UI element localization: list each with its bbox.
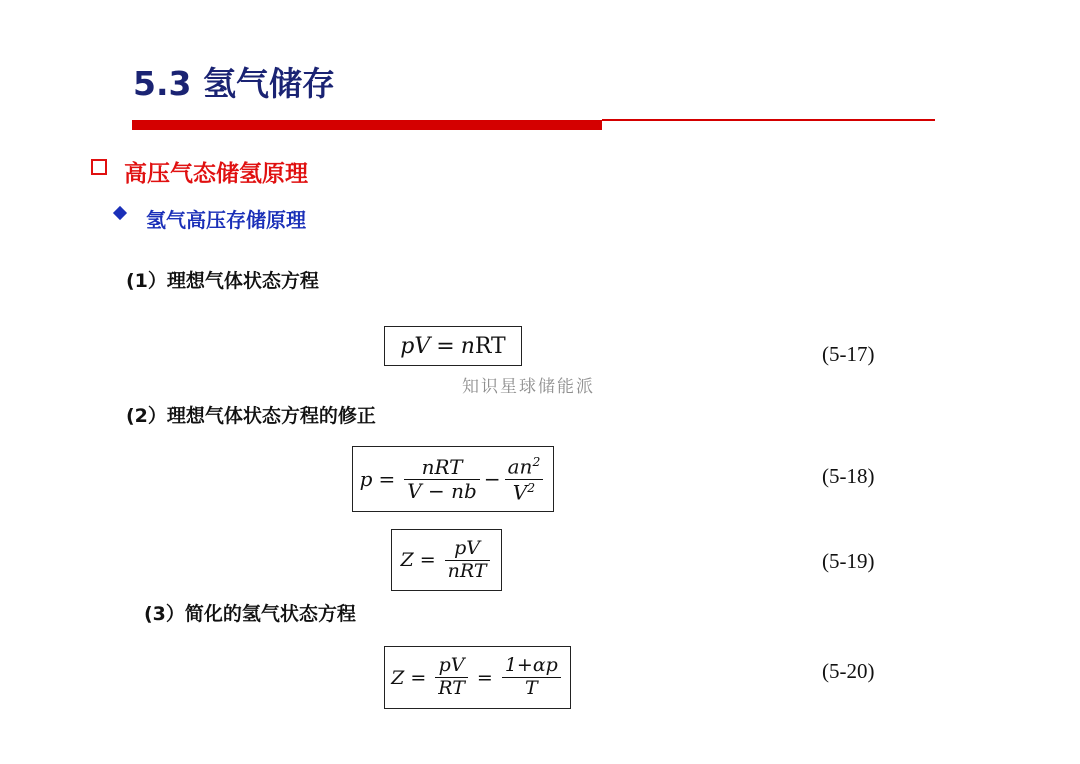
eq19-den: nRT [447, 559, 487, 582]
eq18-den1: V − nb [407, 478, 477, 503]
eq17-n: n [460, 333, 475, 359]
step-1-label: (1）理想气体状态方程 [126, 270, 319, 292]
eq18-den2-wrap [510, 481, 538, 504]
eq18-den2-sup: 2 [527, 479, 536, 495]
eq20-fraction-2 [502, 656, 561, 699]
eq18-den2: V [512, 480, 528, 505]
eq19-lhs: Z [400, 549, 414, 571]
eq18-num2-wrap [505, 455, 544, 478]
square-bullet-icon [91, 159, 107, 175]
eq17-equals: = [436, 333, 455, 359]
equation-5-17 [384, 326, 522, 366]
section-heading: 高压气态储氢原理 [124, 161, 308, 187]
page-title: 5.3 氢气储存 [133, 64, 335, 103]
eq-number-5-17: (5-17) [822, 342, 875, 366]
eq19-num: pV [454, 536, 480, 559]
eq18-lhs: p [359, 467, 373, 491]
equation-5-19 [391, 529, 502, 591]
subsection-heading: 氢气高压存储原理 [146, 208, 306, 232]
eq-number-5-20: (5-20) [822, 659, 875, 683]
eq20-den1: RT [438, 677, 465, 699]
step-2-label: (2）理想气体状态方程的修正 [126, 405, 376, 427]
step-3-label: (3）简化的氢气状态方程 [144, 603, 356, 625]
eq17-rt: RT [474, 333, 506, 359]
equation-5-20 [384, 646, 571, 709]
watermark-text: 知识星球储能派 [462, 377, 595, 397]
eq17-lhs: pV [400, 333, 431, 359]
eq19-equals: = [419, 549, 436, 571]
diamond-bullet-icon [113, 206, 127, 220]
eq20-lhs: Z [391, 666, 405, 689]
eq20-den2: T [525, 677, 538, 699]
eq20-num1: pV [438, 654, 465, 677]
eq20-equals-1: = [410, 666, 427, 689]
eq18-minus: − [483, 467, 501, 491]
eq18-fraction-1 [404, 454, 480, 503]
title-underline-thick [132, 120, 602, 130]
eq-number-5-19: (5-19) [822, 549, 875, 573]
eq19-fraction [445, 536, 490, 582]
title-underline-thin [602, 119, 935, 121]
eq18-num2: an [507, 454, 533, 479]
eq20-fraction-1 [435, 656, 468, 699]
eq18-num1: nRT [421, 454, 463, 479]
eq20-num2: 1+αp [504, 654, 558, 677]
equation-5-18 [352, 446, 554, 512]
eq20-equals-2: = [476, 666, 493, 689]
eq18-equals: = [378, 467, 396, 491]
eq18-fraction-2 [505, 455, 544, 503]
eq-number-5-18: (5-18) [822, 464, 875, 488]
eq18-num2-sup: 2 [532, 453, 541, 469]
